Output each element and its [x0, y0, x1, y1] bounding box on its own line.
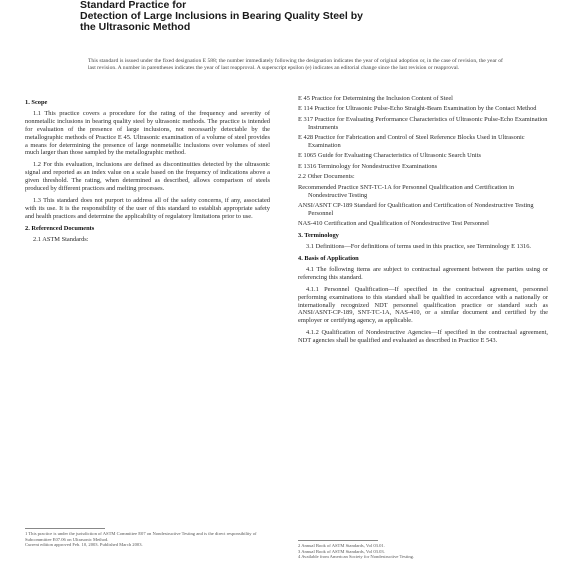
document-abstract: This standard is issued under the fixed designation E 588; the number immediately following the designation indicates the year of original adoption or, in the case of revision, the year of last revision. A number in parentheses indicates the year of last reapproval. A superscript epsilon (e) indicates an editorial change since the last revision or reapproval. — [88, 58, 503, 71]
footnote: 4 Available from American Society for Nondestructive Testing. — [298, 554, 415, 560]
footnote: 1 This practice is under the jurisdiction of ASTM Committee E07 on Nondestructive Testing and is the direct responsibility of Subcommittee E07.06 on Ultrasonic Method. — [25, 531, 257, 542]
reference-item: E 1065 Guide for Evaluating Characteristics of Ultrasonic Search Units — [298, 152, 481, 160]
paragraph: 3.1 Definitions—For definitions of terms used in this practice, see Terminology E 1316. — [306, 243, 532, 251]
title-line: Standard Practice for — [80, 0, 187, 11]
title-line: Detection of Large Inclusions in Bearing Quality Steel by — [80, 10, 363, 22]
section-heading: 4. Basis of Application — [298, 255, 359, 262]
reference-item: Recommended Practice SNT-TC-1A for Personnel Qualification and Certification in Nondestructive Testing — [298, 183, 514, 199]
footnote: Current edition approved Feb. 10, 2003. Published March 2003. — [25, 542, 143, 548]
paragraph: 1.1 This practice covers a procedure for the rating of the frequency and severity of nonmetallic inclusions in bearing quality steel by ultrasonic methods. The practice is intended for evaluation of the presence of large inclusions, not necessarily detectable by the metallographic methods of Practice E 45. Ultrasonic examination of a volume of steel provides a means for determining the presence of large nonmetallic inclusions over volumes of steel much larger than those sampled by the metallographic method. — [25, 109, 270, 157]
footnote: 2 Annual Book of ASTM Standards, Vol 03.01. — [298, 543, 385, 548]
reference-item: E 1316 Terminology for Nondestructive Examinations — [298, 162, 438, 170]
left-column — [25, 95, 270, 248]
reference-item: ANSI/ASNT CP-189 Standard for Qualification and Certification of Nondestructive Testing Personnel — [298, 201, 534, 217]
footnotes-left — [25, 531, 270, 548]
reference-item: E 428 Practice for Fabrication and Control of Steel Reference Blocks Used in Ultrasonic Examination — [298, 134, 525, 150]
footnote-rule-left — [25, 528, 105, 529]
paragraph: 1.3 This standard does not purport to address all of the safety concerns, if any, associated with its use. It is the responsibility of the user of this standard to establish appropriate safety and health practices and determine the applicability of regulatory limitations prior to use. — [25, 196, 270, 220]
right-column — [298, 95, 548, 349]
paragraph: 4.1.1 Personnel Qualification—If specified in the contractual agreement, personnel performing examinations to this standard shall be qualified in accordance with a nationally or internationally recognized NDT personnel qualification practice or standard such as ANSI/ASNT-CP-189, SNT-TC-1A, NAS-410, or a similar document and certified by the employer or certifying agency, as applicable. — [298, 285, 548, 325]
paragraph: 4.1 The following items are subject to contractual agreement between the parties using or referencing this standard. — [298, 265, 548, 281]
paragraph: 1.2 For this evaluation, inclusions are defined as discontinuities detected by the ultrasonic signal and reported as an index value on a scale based on the frequency of indications above a given threshold. The rating, when determined as described, allows comparison of steels produced by different practices and melting processes. — [25, 161, 270, 193]
footnote-rule-right — [298, 540, 378, 541]
reference-item: E 45 Practice for Determining the Inclusion Content of Steel — [298, 95, 453, 102]
document-title — [80, 0, 500, 33]
paragraph: 4.1.2 Qualification of Nondestructive Agencies—If specified in the contractual agreement, NDT agencies shall be qualified and evaluated as described in Practice E 543. — [298, 329, 548, 345]
section-heading: 1. Scope — [25, 99, 48, 106]
paragraph: 2.1 ASTM Standards: — [33, 235, 89, 243]
reference-item: E 317 Practice for Evaluating Performance Characteristics of Ultrasonic Pulse-Echo Examination Instruments — [298, 115, 548, 131]
footnotes-right — [298, 543, 548, 560]
title-line: the Ultrasonic Method — [80, 21, 191, 33]
reference-item: 2.2 Other Documents: — [298, 173, 355, 181]
section-heading: 2. Referenced Documents — [25, 224, 95, 232]
footnote: 3 Annual Book of ASTM Standards, Vol 03.03. — [298, 548, 385, 554]
reference-item: E 114 Practice for Ultrasonic Pulse-Echo Straight-Beam Examination by the Contact Method — [298, 105, 537, 113]
reference-item: NAS-410 Certification and Qualification of Nondestructive Test Personnel — [298, 220, 489, 228]
section-heading: 3. Terminology — [298, 232, 339, 240]
